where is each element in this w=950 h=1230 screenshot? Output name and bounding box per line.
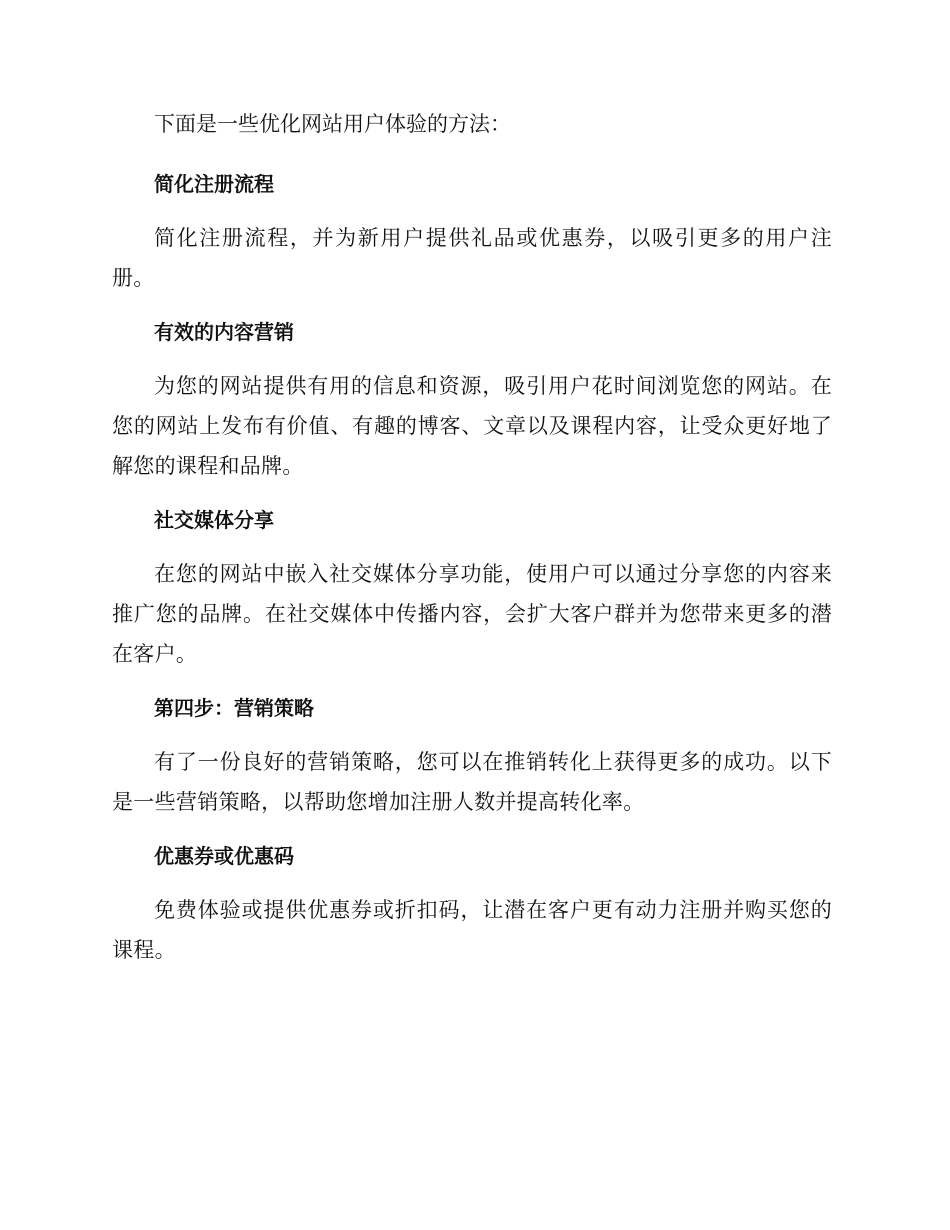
section-heading-social-sharing: 社交媒体分享 — [154, 508, 274, 532]
document-page — [112, 104, 832, 984]
section-body-simplify-registration: 简化注册流程，并为新用户提供礼品或优惠券，以吸引更多的用户注册。 — [112, 226, 832, 290]
section-heading-coupons: 优惠券或优惠码 — [154, 844, 294, 868]
section-heading-marketing-strategy: 第四步：营销策略 — [154, 696, 314, 720]
section-body-content-marketing: 为您的网站提供有用的信息和资源，吸引用户花时间浏览您的网站。在您的网站上发布有价值、有趣的博客、文章以及课程内容，让受众更好地了解您的课程和品牌。 — [112, 374, 832, 478]
section-body-social-sharing: 在您的网站中嵌入社交媒体分享功能，使用户可以通过分享您的内容来推广您的品牌。在社交媒体中传播内容，会扩大客户群并为您带来更多的潜在客户。 — [112, 562, 832, 666]
section-body-marketing-strategy: 有了一份良好的营销策略，您可以在推销转化上获得更多的成功。以下是一些营销策略，以帮助您增加注册人数并提高转化率。 — [112, 750, 832, 814]
intro-paragraph: 下面是一些优化网站用户体验的方法： — [154, 112, 511, 136]
section-body-coupons: 免费体验或提供优惠券或折扣码，让潜在客户更有动力注册并购买您的课程。 — [112, 898, 832, 962]
section-heading-content-marketing: 有效的内容营销 — [154, 320, 294, 344]
section-heading-simplify-registration: 简化注册流程 — [154, 172, 274, 196]
